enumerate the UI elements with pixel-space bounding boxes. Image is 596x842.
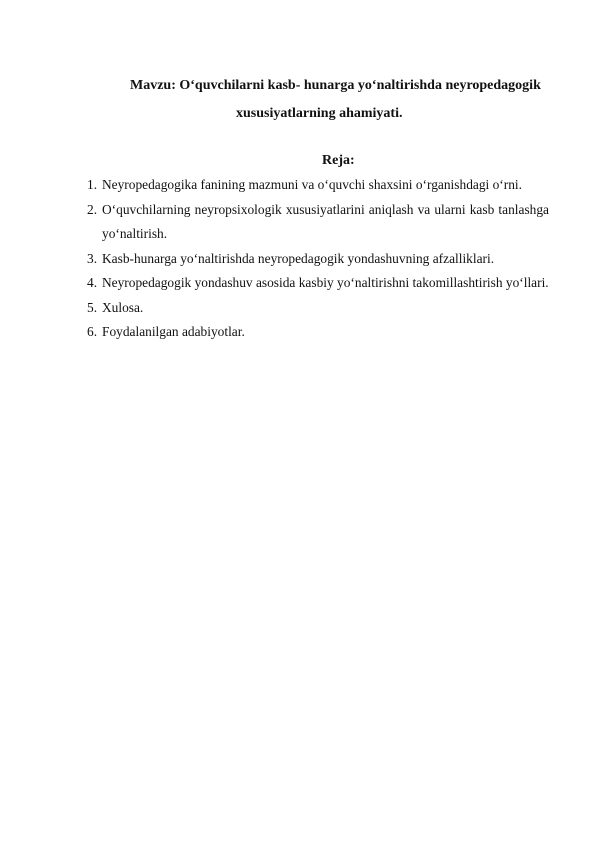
plan-item-number: 3. — [87, 250, 98, 266]
plan-item-text: Kasb-hunarga yo‘naltirishda neyropedagogik yondashuvning afzalliklari. — [102, 250, 495, 266]
plan-item-text: Foydalanilgan adabiyotlar. — [102, 324, 245, 339]
plan-item-number: 5. — [87, 299, 98, 315]
plan-item-2 — [87, 198, 549, 247]
plan-list — [87, 173, 549, 345]
plan-item-text: Xulosa. — [102, 299, 144, 315]
title-line-1: Mavzu: O‘quvchilarni kasb- hunarga yo‘naltirishda neyropedagogik — [130, 78, 541, 93]
plan-item-number: 1. — [87, 177, 98, 192]
plan-item-6 — [87, 320, 549, 345]
plan-item-1 — [87, 173, 549, 198]
plan-item-text: O‘quvchilarning neyropsixologik xususiyatlarini aniqlash va ularni kasb tanlashga yo‘naltirish. — [102, 201, 549, 241]
title-line-2: xususiyatlarning ahamiyati. — [236, 106, 403, 121]
plan-item-text: Neyropedagogik yondashuv asosida kasbiy yo‘naltirishni takomillashtirish yo‘llari. — [102, 275, 549, 290]
plan-item-3 — [87, 247, 549, 272]
plan-item-number: 4. — [87, 275, 98, 290]
plan-item-4 — [87, 271, 549, 296]
plan-item-number: 6. — [87, 324, 98, 339]
plan-item-text: Neyropedagogika fanining mazmuni va o‘quvchi shaxsini o‘rganishdagi o‘rni. — [102, 177, 522, 192]
plan-item-5 — [87, 296, 549, 321]
plan-heading: Reja: — [322, 153, 355, 168]
plan-item-number: 2. — [87, 201, 98, 217]
